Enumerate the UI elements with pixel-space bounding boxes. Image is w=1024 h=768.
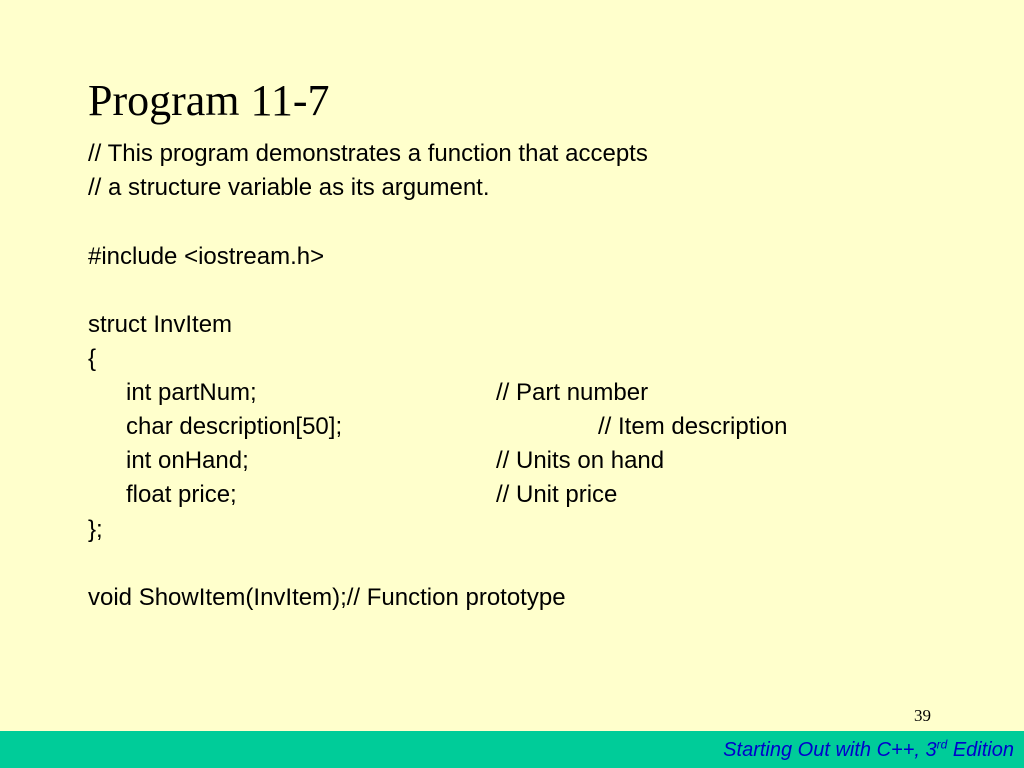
slide-title: Program 11-7: [88, 76, 330, 125]
code-member-declaration: int partNum;: [126, 379, 257, 406]
code-comment-line-1: // This program demonstrates a function that accepts: [88, 140, 648, 167]
code-member-comment: // Item description: [598, 413, 788, 440]
code-close-brace: };: [88, 516, 103, 543]
footer-bar: [0, 731, 1024, 768]
code-member-comment: // Unit price: [496, 481, 618, 508]
code-struct-declaration: struct InvItem: [88, 311, 233, 338]
footer-title-suffix: Edition: [947, 739, 1014, 761]
code-member-declaration: float price;: [126, 481, 237, 508]
code-member-declaration: int onHand;: [126, 447, 249, 474]
footer-title-prefix: Starting Out with C++, 3: [723, 739, 937, 761]
code-member-comment: // Units on hand: [496, 447, 665, 474]
code-function-prototype: void ShowItem(InvItem);// Function prototype: [88, 584, 566, 611]
code-member-comment: // Part number: [496, 379, 649, 406]
code-member-declaration: char description[50];: [126, 413, 343, 440]
slide-number: 39: [914, 706, 931, 725]
code-include-line: #include <iostream.h>: [88, 243, 325, 270]
code-comment-line-2: // a structure variable as its argument.: [88, 174, 490, 201]
footer-title-superscript: rd: [936, 737, 948, 752]
code-open-brace: {: [88, 345, 97, 372]
footer-book-title: [723, 737, 1014, 763]
